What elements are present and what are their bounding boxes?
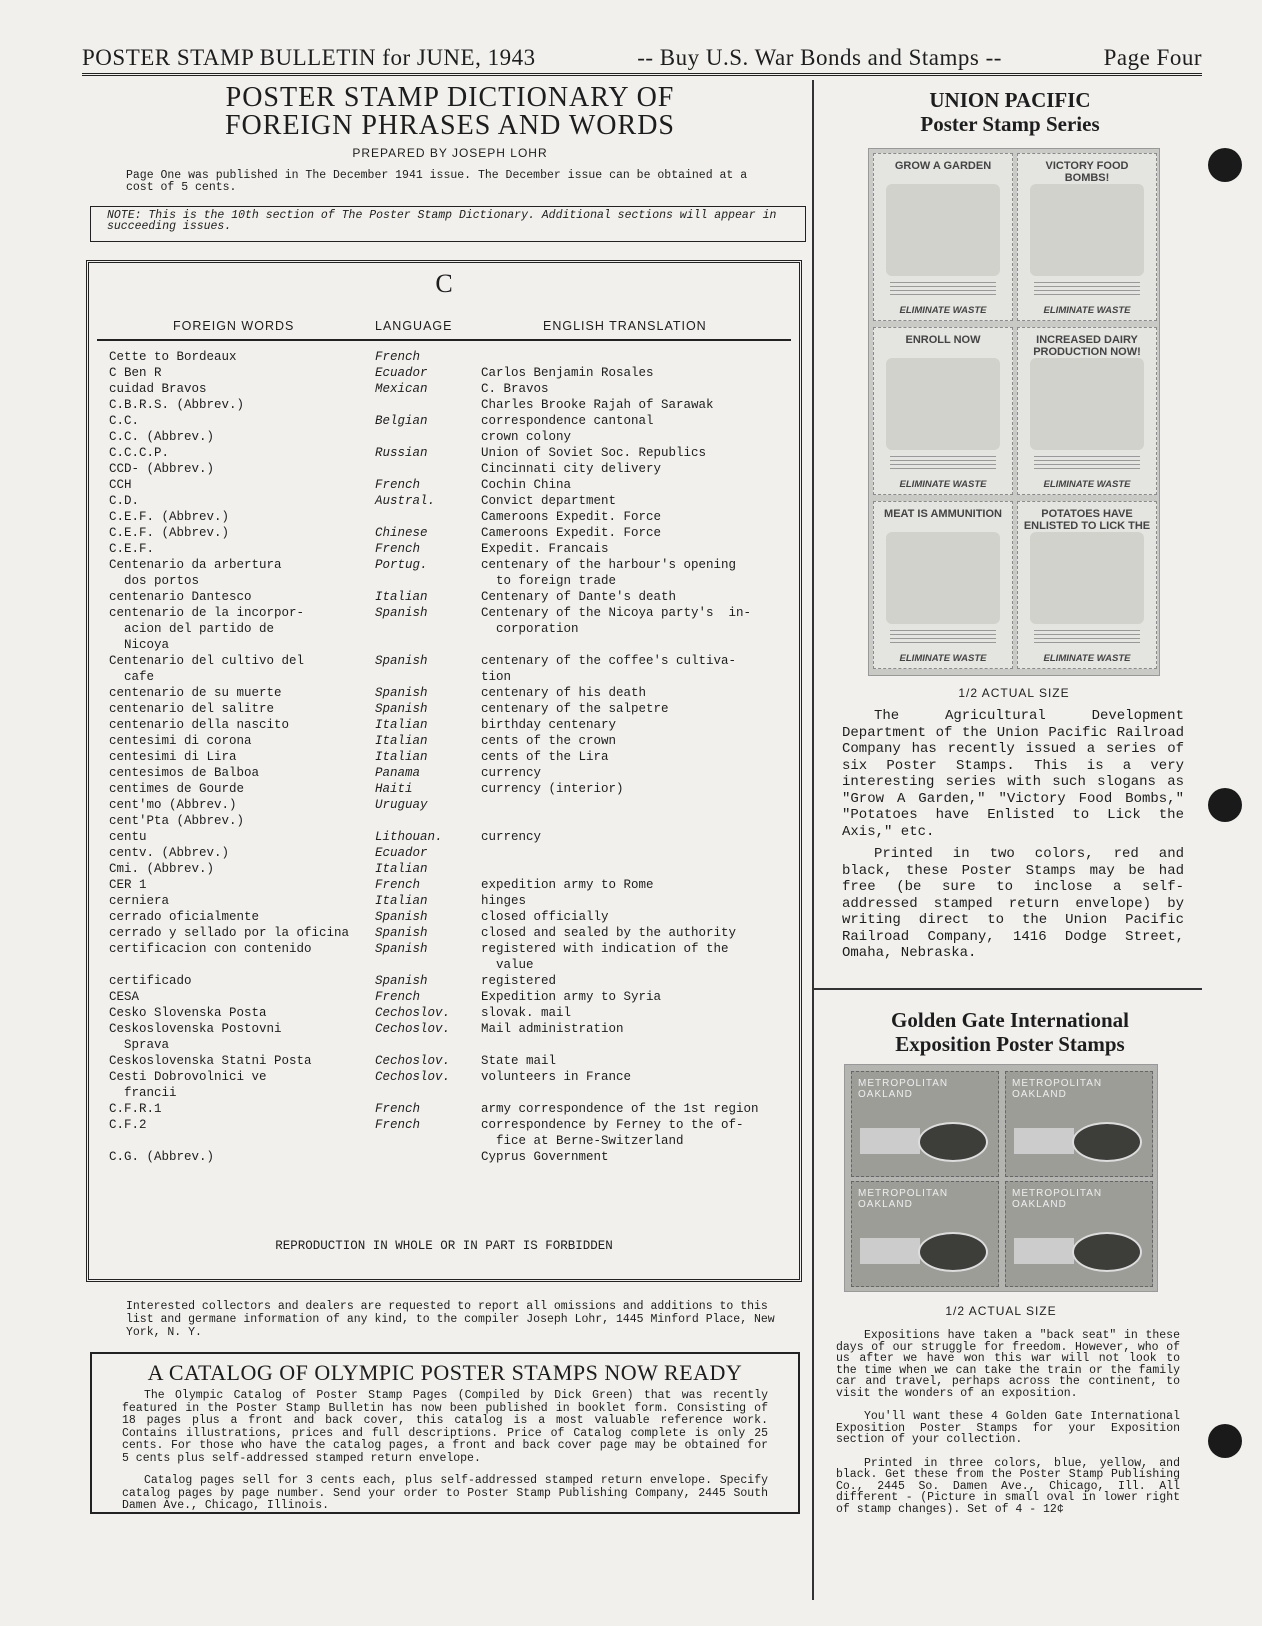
olympic-paragraph-2: Catalog pages sell for 3 cents each, plus self-addressed stamped return envelope. Specify catalog pages by page number. Send your order to Poster Stamp Publishing Company, 2445 South Damen Ave., Chicago, Illinois. [122,1474,768,1512]
language: Cechoslov. [375,1054,451,1068]
language: Italian [375,862,428,876]
foreign-word: certificacion con contenido [109,942,312,956]
english-translation: centenary of the salpetre [481,702,669,716]
foreign-word: certificado [109,974,192,988]
collectors-note: Interested collectors and dealers are requested to report all omissions and additions to this list and germane information of any kind, to the compiler Joseph Lohr, 1445 Minford Place, New York, N. Y. [126,1300,775,1339]
dictionary-row [89,397,799,413]
dictionary-table [86,260,802,1282]
stamp-fine-print [1034,456,1140,472]
stamp-footer: ELIMINATE WASTE [899,479,987,490]
foreign-word: Centenario del cultivo del cafe [109,654,305,684]
dictionary-row [89,1069,799,1101]
english-translation: Cameroons Expedit. Force [481,526,662,540]
foreign-word: Ceskoslovenska Postovni Sprava [109,1022,282,1052]
column-header-language: LANGUAGE [375,319,453,333]
language: Russian [375,446,428,460]
stamp-heading: METROPOLITAN OAKLAND [1012,1188,1103,1210]
right-section-divider [814,988,1202,990]
dictionary-row [89,1005,799,1021]
stamp-slogan: GROW A GARDEN [894,160,992,172]
bulletin-header [82,40,1202,76]
english-translation: Cyprus Government [481,1150,609,1164]
language: Lithouan. [375,830,443,844]
language: French [375,1102,421,1116]
english-translation: correspondence cantonal [481,414,654,428]
dictionary-row [89,541,799,557]
stamp-illustration [886,184,1000,276]
dictionary-row [89,509,799,525]
foreign-word: C.F.2 [109,1118,147,1132]
language: Spanish [375,654,428,668]
note-box: NOTE: This is the 10th section of The Poster Stamp Dictionary. Additional sections will appear in succeeding issues. [90,206,806,242]
golden-gate-size-caption: 1/2 ACTUAL SIZE [945,1304,1057,1318]
foreign-word: C.C. (Abbrev.) [109,430,215,444]
stamp-slogan: MEAT IS AMMUNITION [884,508,1002,520]
language: Spanish [375,974,428,988]
dictionary-row [89,589,799,605]
stamp-slogan: ENROLL NOW [905,334,981,346]
column-divider [812,80,814,1600]
language: Spanish [375,606,428,620]
dictionary-row [89,813,799,829]
dictionary-row [89,781,799,797]
stamp-building [1014,1238,1074,1264]
foreign-word: centv. (Abbrev.) [109,846,230,860]
foreign-word: CER 1 [109,878,147,892]
foreign-word: Cesko Slovenska Posta [109,1006,267,1020]
stamp-fine-print [1034,282,1140,298]
language: French [375,542,421,556]
english-translation: Convict department [481,494,617,508]
foreign-word: C.E.F. [109,542,155,556]
forbidden-notice: REPRODUCTION IN WHOLE OR IN PART IS FORBIDDEN [275,1239,613,1253]
english-translation: slovak. mail [481,1006,572,1020]
language: Portug. [375,558,428,572]
foreign-word: C.C. [109,414,140,428]
foreign-word: centenario de la incorpor- acion del partido de Nicoya [109,606,305,652]
poster-stamp [1017,153,1157,321]
stamp-slogan: VICTORY FOOD BOMBS! [1045,160,1129,184]
punch-hole-top [1208,148,1242,182]
dictionary-row [89,845,799,861]
language: Panama [375,766,421,780]
foreign-word: centenario Dantesco [109,590,252,604]
olympic-paragraph-1: The Olympic Catalog of Poster Stamp Pages (Compiled by Dick Green) that was recently featured in the Poster Stamp Bulletin has now been published in booklet form. Consisting of 18 pages plus a front and back cover, this catalog is a most valuable reference work. Contains illustrations, prices and full descriptions. Price of Catalog complete is only 25 cents. For those who have the catalog pages, a front and back cover page may be obtained for 5 cents plus self-addressed stamped return envelope. [122,1389,768,1465]
dictionary-row [89,477,799,493]
stamp-footer: ELIMINATE WASTE [1043,479,1131,490]
stamp-slogan: INCREASED DAIRY PRODUCTION NOW! [1033,334,1141,358]
poster-stamp [873,327,1013,495]
exposition-stamp [851,1071,999,1177]
olympic-catalog-box [90,1352,800,1514]
stamp-slogan: POTATOES HAVE ENLISTED TO LICK THE [1023,508,1151,532]
foreign-word: centimes de Gourde [109,782,245,796]
english-translation: Cincinnati city delivery [481,462,662,476]
union-pacific-title: UNION PACIFIC Poster Stamp Series [920,88,1100,136]
dictionary-row [89,765,799,781]
foreign-word: centenario de su muerte [109,686,282,700]
language: Italian [375,750,428,764]
english-translation: centenary of the coffee's cultiva- tion [481,654,737,684]
dictionary-row [89,925,799,941]
union-pacific-stamp-sheet [868,148,1160,676]
english-translation: crown colony [481,430,572,444]
english-translation: State mail [481,1054,557,1068]
prepared-by: PREPARED BY JOSEPH LOHR [352,146,548,160]
stamp-building [860,1128,920,1154]
dictionary-row [89,941,799,973]
stamp-oval-picture [1072,1122,1142,1162]
language: Uruguay [375,798,428,812]
intro-text: Page One was published in The December 1941 issue. The December issue can be obtained at a cost of 5 cents. [126,169,748,194]
dictionary-row [89,653,799,685]
foreign-word: centesimi di Lira [109,750,237,764]
stamp-oval-picture [918,1232,988,1272]
foreign-word: cuidad Bravos [109,382,207,396]
section-letter: C [435,269,453,298]
punch-hole-middle [1208,788,1242,822]
union-pacific-paragraph-1: The Agricultural Development Department of the Union Pacific Railroad Company has recently issued a series of six Poster Stamps. This is a very interesting series with such slogans as "Grow A Garden," "Victory Food Bombs," "Potatoes have Enlisted to Lick the Axis," etc. [842,708,1184,840]
english-translation: currency (interior) [481,782,624,796]
stamp-footer: ELIMINATE WASTE [899,653,987,664]
dictionary-row [89,989,799,1005]
golden-gate-paragraph-3: Printed in three colors, blue, yellow, and black. Get these from the Poster Stamp Publishing Co., 2445 So. Damen Ave., Chicago, Ill. All different - (Picture in small oval in lower right of stamp changes). Set of 4 - 12¢ [836,1456,1180,1516]
header-title: POSTER STAMP BULLETIN for JUNE, 1943 [82,45,536,70]
dictionary-row [89,525,799,541]
language: Spanish [375,910,428,924]
foreign-word: centu [109,830,147,844]
poster-stamp [1017,501,1157,669]
language: Spanish [375,702,428,716]
english-translation: Mail administration [481,1022,624,1036]
english-translation: Carlos Benjamin Rosales [481,366,654,380]
foreign-word: Ceskoslovenska Statni Posta [109,1054,312,1068]
dictionary-row [89,349,799,365]
exposition-stamp [851,1181,999,1287]
olympic-title: A CATALOG OF OLYMPIC POSTER STAMPS NOW READY [147,1360,743,1385]
english-translation: Cochin China [481,478,572,492]
union-pacific-description [842,708,1184,962]
foreign-word: C.E.F. (Abbrev.) [109,526,230,540]
poster-stamp [873,153,1013,321]
language: Italian [375,590,428,604]
header-rule [97,339,791,341]
english-translation: Cameroons Expedit. Force [481,510,662,524]
stamp-building [1014,1128,1074,1154]
foreign-word: Cmi. (Abbrev.) [109,862,215,876]
column-header-foreign: FOREIGN WORDS [173,319,295,333]
foreign-word: centesimos de Balboa [109,766,260,780]
dictionary-row [89,973,799,989]
dictionary-title: POSTER STAMP DICTIONARY OF FOREIGN PHRASES AND WORDS [224,82,675,141]
english-translation: cents of the crown [481,734,617,748]
language: Austral. [375,494,436,508]
language: Mexican [375,382,428,396]
dictionary-row [89,365,799,381]
foreign-word: CCD- (Abbrev.) [109,462,215,476]
foreign-word: CESA [109,990,140,1004]
stamp-illustration [1030,532,1144,624]
dictionary-row [89,909,799,925]
stamp-illustration [886,532,1000,624]
dictionary-row [89,381,799,397]
foreign-word: centenario del salitre [109,702,275,716]
foreign-word: centesimi di corona [109,734,252,748]
stamp-heading: METROPOLITAN OAKLAND [858,1078,949,1100]
stamp-fine-print [890,456,996,472]
poster-stamp [1017,327,1157,495]
header-page: Page Four [1103,45,1202,70]
language: Haiti [375,782,413,796]
dictionary-row [89,685,799,701]
dictionary-row [89,733,799,749]
english-translation: Union of Soviet Soc. Republics [481,446,707,460]
dictionary-row [89,413,799,429]
dictionary-row [89,429,799,445]
foreign-word: cerrado y sellado por la oficina [109,926,350,940]
english-translation: currency [481,766,542,780]
dictionary-row [89,493,799,509]
punch-hole-bottom [1208,1424,1242,1458]
english-translation: Centenary of the Nicoya party's in- corporation [481,606,752,636]
language: French [375,990,421,1004]
foreign-word: C.F.R.1 [109,1102,162,1116]
language: Italian [375,894,428,908]
english-translation: C. Bravos [481,382,549,396]
language: Spanish [375,926,428,940]
language: French [375,878,421,892]
english-translation: registered [481,974,557,988]
stamp-footer: ELIMINATE WASTE [1043,305,1131,316]
poster-stamp [873,501,1013,669]
language: Belgian [375,414,428,428]
foreign-word: cent'mo (Abbrev.) [109,798,237,812]
english-translation: Centenary of Dante's death [481,590,677,604]
english-translation: expedition army to Rome [481,878,654,892]
stamp-building [860,1238,920,1264]
stamp-oval-picture [1072,1232,1142,1272]
dictionary-row [89,893,799,909]
union-pacific-size-caption: 1/2 ACTUAL SIZE [958,686,1070,700]
dictionary-row [89,605,799,653]
language: French [375,350,421,364]
stamp-fine-print [890,630,996,646]
language: Cechoslov. [375,1070,451,1084]
exposition-stamp [1005,1071,1153,1177]
foreign-word: centenario della nascito [109,718,290,732]
english-translation: Charles Brooke Rajah of Sarawak [481,398,714,412]
dictionary-row [89,797,799,813]
foreign-word: cent'Pta (Abbrev.) [109,814,245,828]
foreign-word: cerniera [109,894,170,908]
dictionary-row [89,749,799,765]
golden-gate-title: Golden Gate International Exposition Poster Stamps [890,1008,1129,1056]
dictionary-row [89,557,799,589]
foreign-word: C.G. (Abbrev.) [109,1150,215,1164]
english-translation: centenary of the harbour's opening to foreign trade [481,558,737,588]
language: Cechoslov. [375,1006,451,1020]
english-translation: army correspondence of the 1st region [481,1102,759,1116]
english-translation: volunteers in France [481,1070,632,1084]
foreign-word: C.D. [109,494,140,508]
foreign-word: Cesti Dobrovolnici ve francii [109,1070,267,1100]
foreign-word: C.C.C.P. [109,446,170,460]
stamp-illustration [1030,184,1144,276]
language: Italian [375,718,428,732]
dictionary-row [89,445,799,461]
foreign-word: cerrado oficialmente [109,910,260,924]
golden-gate-stamp-sheet [844,1064,1158,1292]
foreign-word: C.B.R.S. (Abbrev.) [109,398,245,412]
language: Spanish [375,942,428,956]
english-translation: closed officially [481,910,609,924]
dictionary-row [89,1053,799,1069]
stamp-heading: METROPOLITAN OAKLAND [1012,1078,1103,1100]
english-translation: Expedit. Francais [481,542,609,556]
stamp-footer: ELIMINATE WASTE [899,305,987,316]
stamp-fine-print [1034,630,1140,646]
union-pacific-paragraph-2: Printed in two colors, red and black, these Poster Stamps may be had free (be sure to inclose a self-addressed stamped return envelope) by writing direct to the Union Pacific Railroad Company, 1416 Dodge Street, Omaha, Nebraska. [842,846,1184,961]
stamp-illustration [1030,358,1144,450]
english-translation: registered with indication of the value [481,942,729,972]
dictionary-row [89,1149,799,1165]
header-slogan: -- Buy U.S. War Bonds and Stamps -- [637,45,1002,70]
exposition-stamp [1005,1181,1153,1287]
stamp-oval-picture [918,1122,988,1162]
dictionary-row [89,861,799,877]
golden-gate-description [836,1330,1180,1527]
language: Cechoslov. [375,1022,451,1036]
english-translation: birthday centenary [481,718,617,732]
golden-gate-paragraph-2: You'll want these 4 Golden Gate International Exposition Poster Stamps for your Exposition section of your collection. [836,1410,1180,1446]
language: French [375,1118,421,1132]
golden-gate-paragraph-1: Expositions have taken a "back seat" in these days of our struggle for freedom. However, who of us after we have won this war will not look to the time when we can take the train or the family car and travel, perhaps across the continent, to visit the wonders of an exposition. [836,1329,1180,1400]
dictionary-row [89,717,799,733]
language: Ecuador [375,846,428,860]
language: Spanish [375,686,428,700]
dictionary-row [89,1021,799,1053]
stamp-footer: ELIMINATE WASTE [1043,653,1131,664]
column-header-english: ENGLISH TRANSLATION [543,319,707,333]
english-translation: correspondence by Ferney to the of- fice at Berne-Switzerland [481,1118,744,1148]
dictionary-row [89,701,799,717]
english-translation: centenary of his death [481,686,647,700]
foreign-word: Cette to Bordeaux [109,350,237,364]
language: Chinese [375,526,428,540]
dictionary-row [89,829,799,845]
stamp-fine-print [890,282,996,298]
language: Ecuador [375,366,428,380]
english-translation: hinges [481,894,527,908]
dictionary-row [89,1117,799,1149]
dictionary-row [89,461,799,477]
foreign-word: Centenario da arbertura dos portos [109,558,282,588]
foreign-word: C Ben R [109,366,162,380]
english-translation: closed and sealed by the authority [481,926,737,940]
language: French [375,478,421,492]
dictionary-row [89,877,799,893]
stamp-illustration [886,358,1000,450]
foreign-word: C.E.F. (Abbrev.) [109,510,230,524]
dictionary-row [89,1101,799,1117]
foreign-word: CCH [109,478,132,492]
english-translation: cents of the Lira [481,750,609,764]
stamp-heading: METROPOLITAN OAKLAND [858,1188,949,1210]
english-translation: currency [481,830,542,844]
language: Italian [375,734,428,748]
english-translation: Expedition army to Syria [481,990,662,1004]
